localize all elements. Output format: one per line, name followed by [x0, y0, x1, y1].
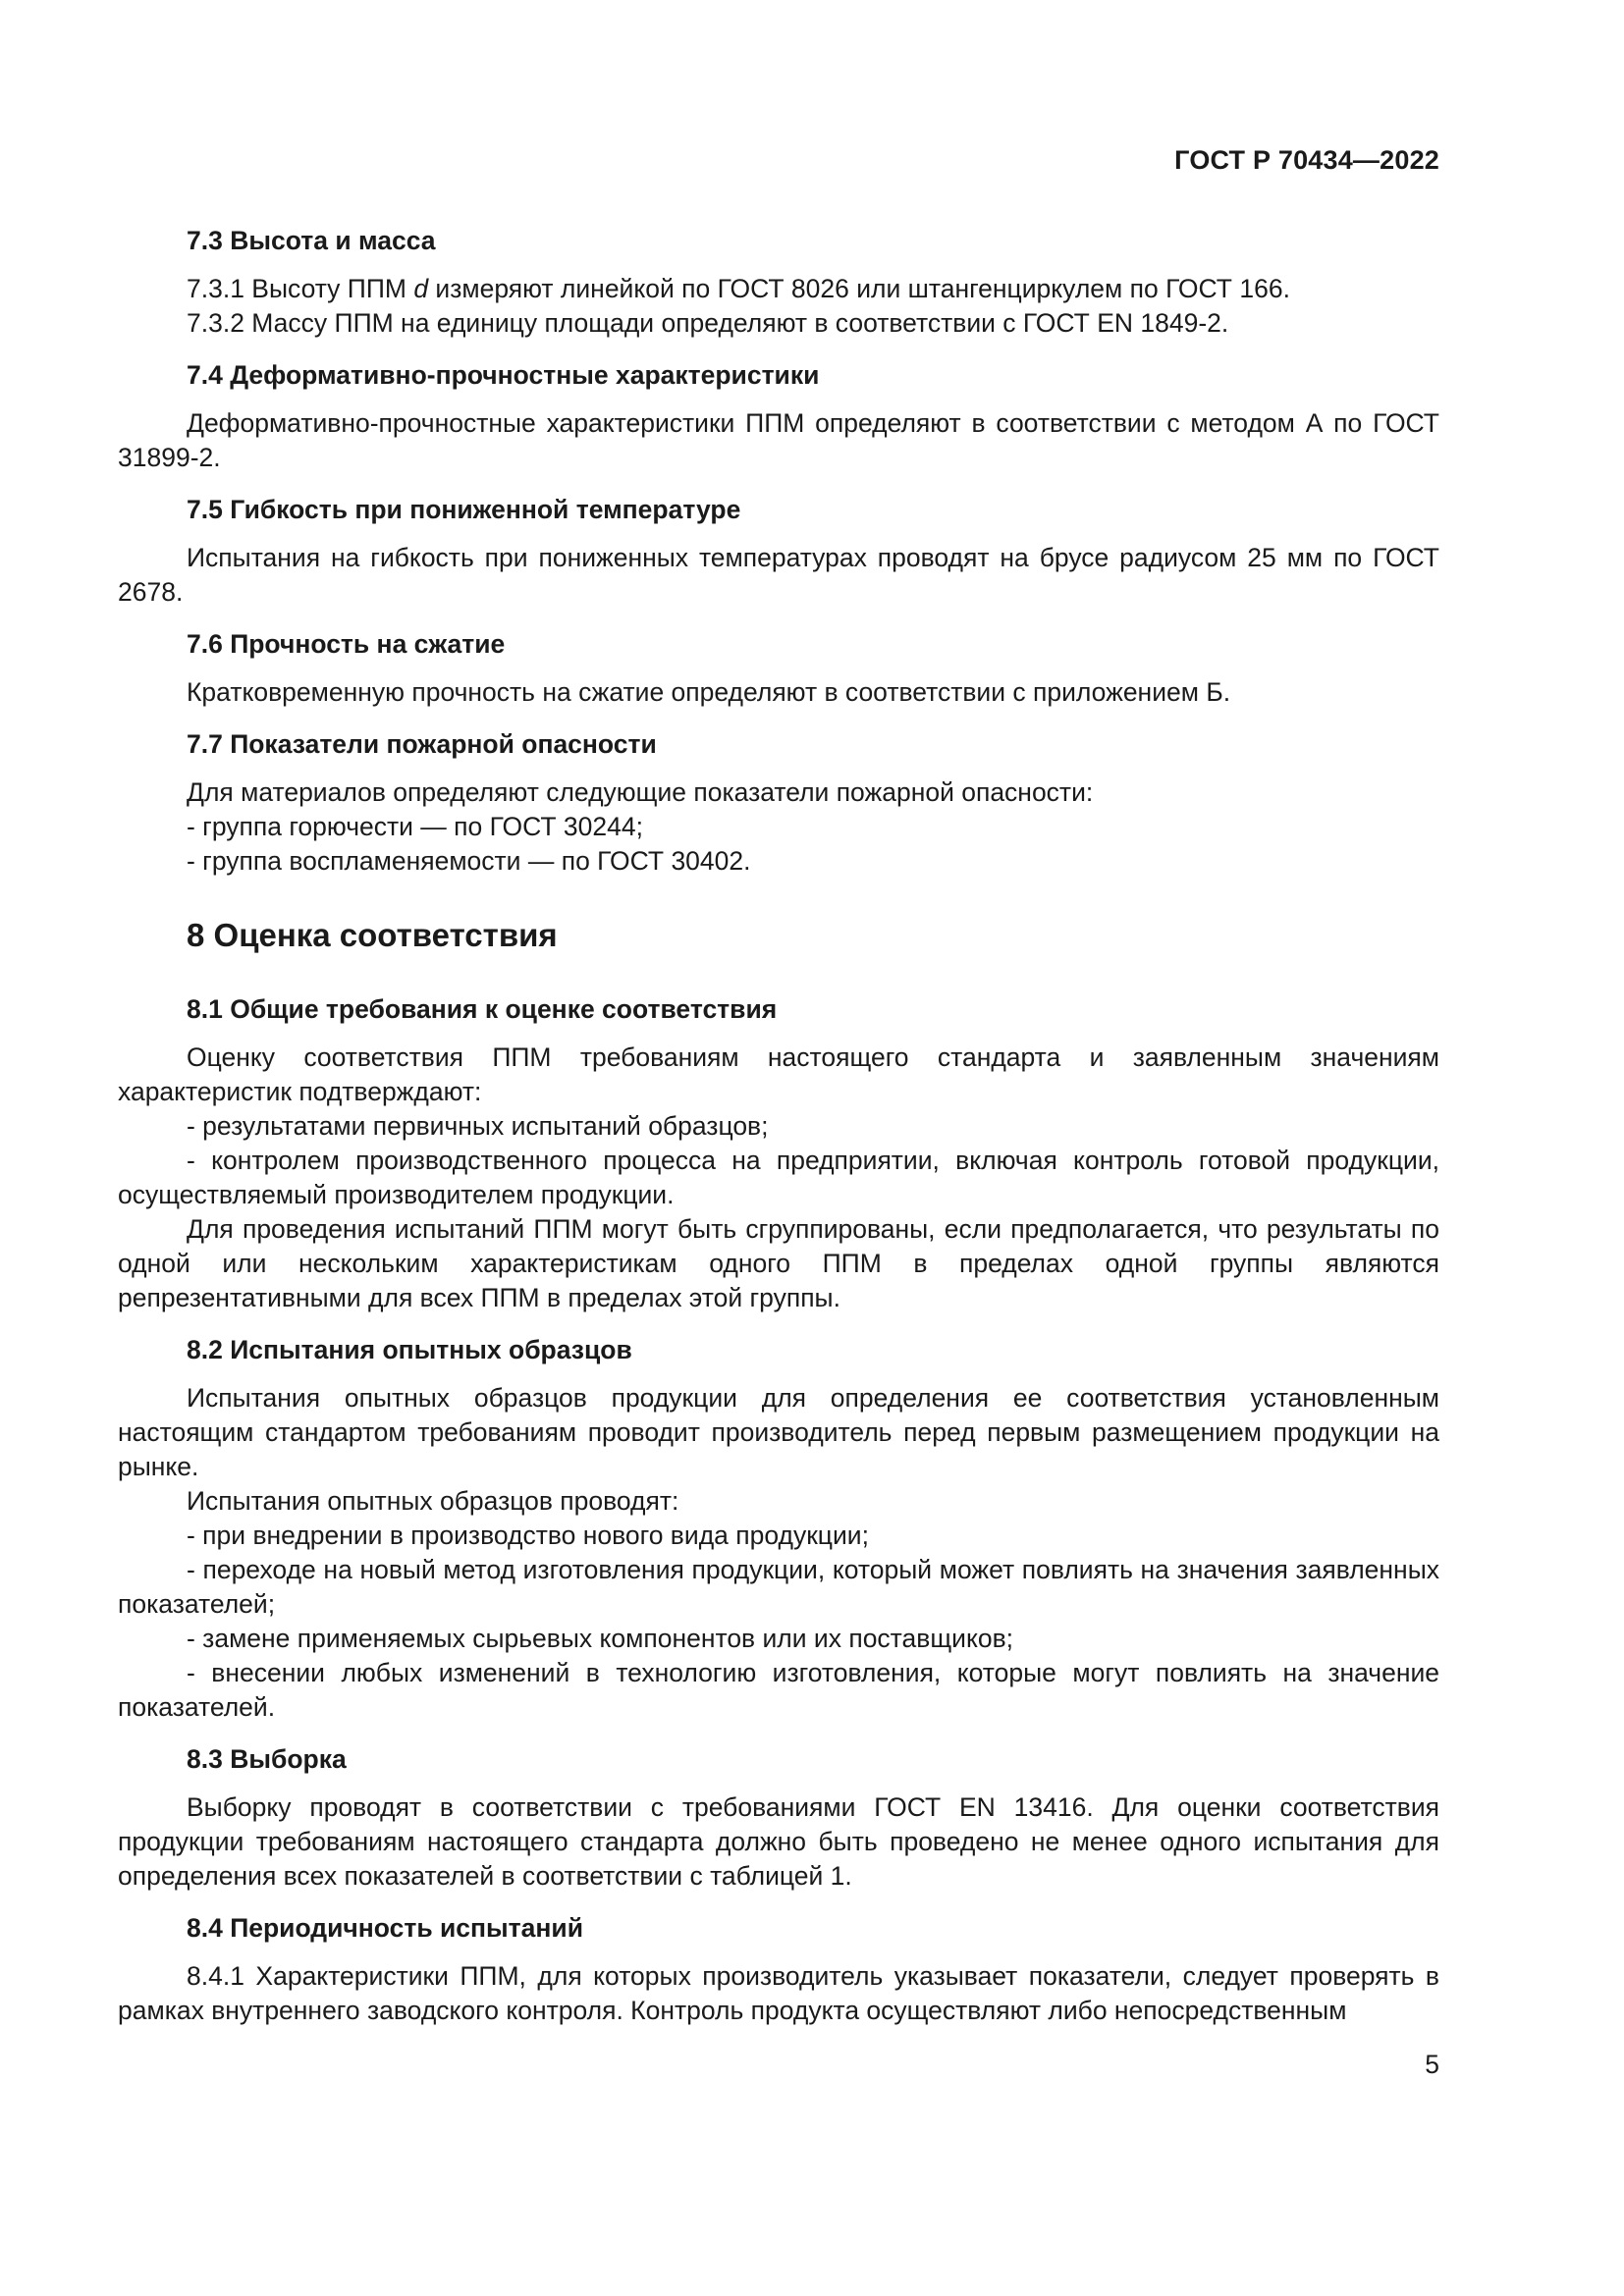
paragraph-7-3-2: 7.3.2 Массу ППМ на единицу площади определяют в соответствии с ГОСТ EN 1849-2.: [187, 308, 1229, 338]
list-item: - контролем производственного процесса на предприятии, включая контроль готовой продукции, осуществляемый производителем продукции.: [118, 1146, 1439, 1209]
paragraph-7-7: Для материалов определяют следующие показатели пожарной опасности:: [187, 777, 1094, 807]
section-8-2-title: 8.2 Испытания опытных образцов: [187, 1335, 632, 1364]
list-item: - группа воспламеняемости — по ГОСТ 30402.: [187, 846, 751, 876]
paragraph-7-6: Кратковременную прочность на сжатие определяют в соответствии с приложением Б.: [187, 677, 1231, 707]
paragraph-8-4-1: 8.4.1 Характеристики ППМ, для которых производитель указывает показатели, следует проверять в рамках внутреннего заводского контроля. Контроль продукта осуществляют либо непосредственным: [118, 1961, 1439, 2025]
section-8-3-title: 8.3 Выборка: [187, 1744, 347, 1774]
section-7-4-title: 7.4 Деформативно-прочностные характеристики: [187, 360, 820, 390]
section-8-1-title: 8.1 Общие требования к оценке соответствия: [187, 994, 778, 1024]
paragraph-8-1-intro: Оценку соответствия ППМ требованиям настоящего стандарта и заявленным значениям характеристик подтверждают:: [118, 1042, 1439, 1106]
list-item: - при внедрении в производство нового вида продукции;: [187, 1521, 869, 1550]
paragraph-7-3-1: 7.3.1 Высоту ППМ d измеряют линейкой по ГОСТ 8026 или штангенциркулем по ГОСТ 166.: [187, 274, 1290, 303]
list-item: - замене применяемых сырьевых компонентов или их поставщиков;: [187, 1624, 1014, 1653]
section-8-4-title: 8.4 Периодичность испытаний: [187, 1913, 583, 1943]
section-8-title: 8 Оценка соответствия: [187, 917, 558, 953]
section-7-3-title: 7.3 Высота и масса: [187, 226, 436, 255]
paragraph-8-3: Выборку проводят в соответствии с требованиями ГОСТ EN 13416. Для оценки соответствия продукции требованиям настоящего стандарта должно быть проведено не менее одного испытания для определения всех показателей в соответствии с таблицей 1.: [118, 1792, 1439, 1891]
list-item: - результатами первичных испытаний образцов;: [187, 1111, 769, 1141]
paragraph-8-1-grouping: Для проведения испытаний ППМ могут быть сгруппированы, если предполагается, что результаты по одной или нескольким характеристикам одного ППМ в пределах одной группы являются репрезентативными для всех ППМ в пределах этой группы.: [118, 1214, 1439, 1312]
paragraph-7-4: Деформативно-прочностные характеристики ППМ определяют в соответствии с методом А по ГОСТ 31899-2.: [118, 408, 1439, 472]
section-7-6-title: 7.6 Прочность на сжатие: [187, 629, 506, 659]
paragraph-8-2-intro: Испытания опытных образцов продукции для определения ее соответствия установленным настоящим стандартом требованиям проводит производитель перед первым размещением продукции на рынке.: [118, 1383, 1439, 1481]
section-7-5-title: 7.5 Гибкость при пониженной температуре: [187, 495, 741, 524]
paragraph-8-2-list-intro: Испытания опытных образцов проводят:: [187, 1486, 679, 1516]
document-body: [118, 224, 1439, 2028]
section-7-7-title: 7.7 Показатели пожарной опасности: [187, 729, 657, 759]
paragraph-7-5: Испытания на гибкость при пониженных температурах проводят на брусе радиусом 25 мм по ГОСТ 2678.: [118, 543, 1439, 607]
list-item: - группа горючести — по ГОСТ 30244;: [187, 812, 643, 841]
page-number: 5: [1425, 2050, 1439, 2079]
list-item: - переходе на новый метод изготовления продукции, который может повлиять на значения заявленных показателей;: [118, 1555, 1439, 1619]
standard-code: ГОСТ Р 70434—2022: [1174, 145, 1439, 175]
list-item: - внесении любых изменений в технологию изготовления, которые могут повлиять на значение показателей.: [118, 1658, 1439, 1722]
